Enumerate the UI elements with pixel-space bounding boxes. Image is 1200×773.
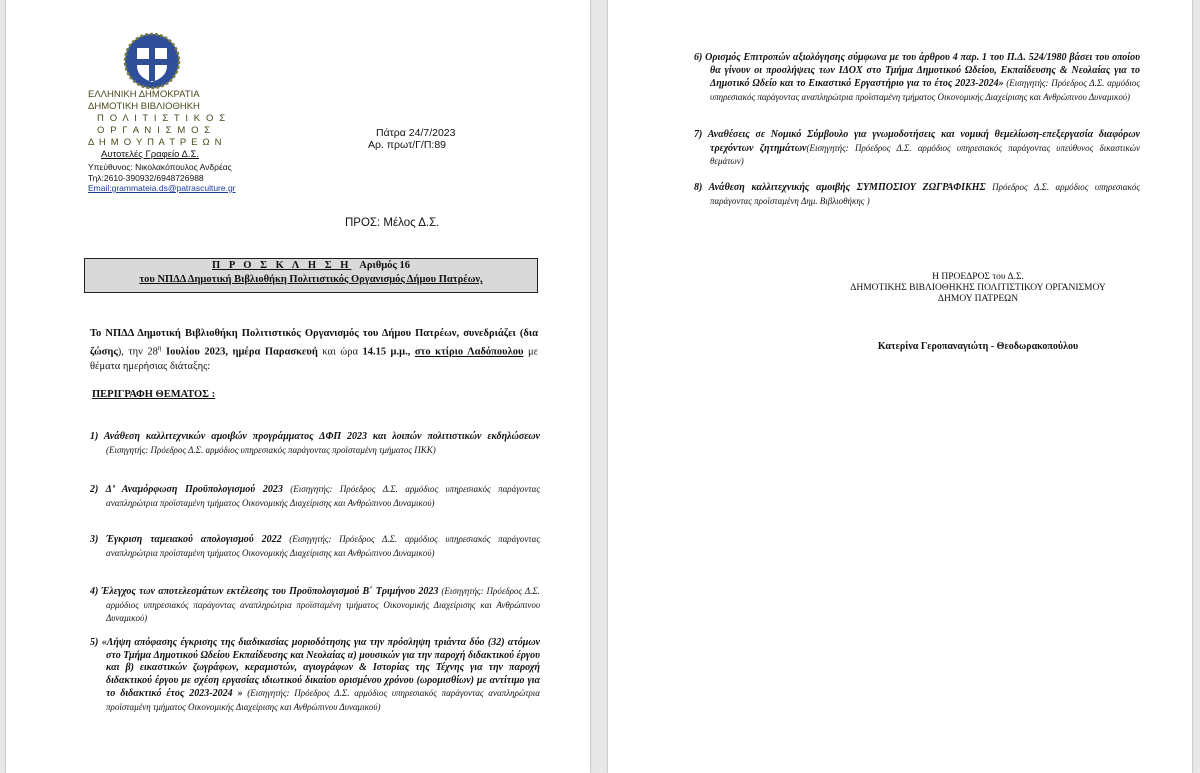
responsible-person: Υπεύθυνος: Νικολακόπουλος Ανδρέας [88,162,232,172]
invitation-title-box [84,258,538,293]
intro-text: και ώρα [317,346,363,358]
org-line: Ο Ρ Γ Α Ν Ι Σ Μ Ο Σ [97,125,212,136]
contact-block [88,162,236,194]
agenda-item-rapporteur: (Εισηγητής: Πρόεδρος Δ.Σ. αρμόδιος υπηρεσιακός παράγοντας αναπληρώτρια προϊσταμένη τμήματος Οικονομικής Διαχείρισης και Ανθρώπινου Δυναμικού) [106,586,541,623]
recipient: ΠΡΟΣ: Μέλος Δ.Σ. [345,217,440,229]
agenda-item-rapporteur: (Εισηγητής: Πρόεδρος Δ.Σ. αρμόδιος υπηρεσιακός παράγοντας προϊσταμένη τμήματος ΠΚΚ) [106,444,436,455]
agenda-item-rapporteur: (Εισηγητής: Πρόεδρος Δ.Σ. αρμόδιος υπηρεσιακός παράγοντας αναπληρώτρια προϊσταμένη τμήματος Οικονομικής Διαχείρισης και Ανθρώπινου Δυναμικού) [106,484,540,508]
agenda-item-title: 6) Ορισμός Επιτροπών αξιολόγησης σύμφωνα με του άρθρου 4 παρ. 1 του Π.Δ. 524/1980 βάσει του οποίου θα γίνουν οι προσλήψεις των ΙΔΟΧ στο Τμήμα Δημοτικού Ωδείου, Εκπαίδευσης & Νεολαίας για το Δημοτικό Ωδείο και το Εικαστικό Εργαστήριο για το έτος 2023-2024» [694,52,1140,89]
intro-date: Ιουλίου 2023, ημέρα Παρασκευή [161,346,318,358]
hellenic-emblem-icon [123,32,181,90]
org-line: ΕΛΛΗΝΙΚΗ ΔΗΜΟΚΡΑΤΙΑ [88,89,200,100]
invitation-number: Αριθμός 16 [359,260,410,271]
intro-time: 14.15 μ.μ., [362,346,411,358]
protocol-number: Αρ. πρωτ/Γ/Π:89 [368,139,447,151]
agenda-item [90,430,540,457]
agenda-item-rapporteur: (Εισηγητής: Πρόεδρος Δ.Σ. αρμόδιος υπηρεσιακός παράγοντας αναπληρώτρια προϊσταμένη τμήματος Οικονομικής Διαχείρισης και Ανθρώπινου Δυναμικού) [106,688,540,712]
invitation-subtitle: του ΝΠΔΔ Δημοτική Βιβλιοθήκη Πολιτιστικός Οργανισμός Δήμου Πατρέων, [139,274,483,285]
agenda-item-title: 2) Δ’ Αναμόρφωση Προϋπολογισμού 2023 [90,484,283,495]
signature-role: Η ΠΡΟΕΔΡΟΣ του Δ.Σ. [932,272,1024,282]
agenda-item-rapporteur: (Εισηγητής: Πρόεδρος Δ.Σ. αρμόδιος υπηρεσιακός παράγοντας αναπληρώτρια προϊσταμένη τμήματος Οικονομικής Διαχείρισης και Ανθρώπινου Δυναμικού) [710,78,1140,102]
invitation-title: Π Ρ Ο Σ Κ Λ Η Σ Η [212,260,352,271]
document-page-2 [608,0,1192,773]
agenda-item [90,637,540,714]
org-line: ΔΗΜΟΤΙΚΗ ΒΙΒΛΙΟΘΗΚΗ [88,101,200,112]
organization-block [88,89,227,161]
org-line: Δ Η Μ Ο Υ Π Α Τ Ρ Ε Ω Ν [88,137,223,148]
intro-paragraph [90,327,538,374]
agenda-item [90,585,540,626]
intro-text: με θέματα ημερήσιας διάταξης: [90,346,538,372]
intro-sup: η [157,344,162,352]
agenda-item-title: 4) Έλεγχος των αποτελεσμάτων εκτέλεσης του Προϋπολογισμού Β΄ Τριμήνου 2023 [90,586,439,597]
agenda-item [694,129,1140,169]
agenda-item-rapporteur: (Εισηγητής: Πρόεδρος Δ.Σ. αρμόδιος υπηρεσιακός παράγοντας υπεύθυνος δικαστικών θεμάτων) [710,142,1141,166]
intro-org: Το ΝΠΔΔ Δημοτική Βιβλιοθήκη Πολιτιστικός Οργανισμός του Δήμου Πατρέων, συνεδριάζει ( [90,328,524,339]
agenda-item [90,533,540,560]
agenda-item [90,483,540,510]
org-line: Π Ο Λ Ι Τ Ι Σ Τ Ι Κ Ο Σ [97,113,227,124]
signature-city: ΔΗΜΟΥ ΠΑΤΡΕΩΝ [937,294,1019,304]
agenda-item-title: 3) Έγκριση ταμειακού απολογισμού 2022 [90,534,282,545]
agenda-item-title: 1) Ανάθεση καλλιτεχνικών αμοιβών προγράμματος ΔΦΠ 2023 και λοιπών πολιτιστικών εκδηλώσεων [90,431,540,442]
agenda-item-title: 5) «Λήψη απόφασης έγκρισης της διαδικασίας μοριοδότησης για την πρόσληψη τριάντα δύο (32) ατόμων στο Τμήμα Δημοτικού Ωδείου Εκπαίδευσης και Νεολαίας α) μουσικών για την παροχή διδακτικού έργου και β) εικαστικών ζωγράφων, κεραμιστών, αγιογράφων & Ιστορίας της Τέχνης για την παροχή διδακτικού έργου με σχέση εργασίας ιδιωτικού δικαίου ορισμένου χρόνου (ωρομισθίων) με αντίτιμο για το διδακτικό έτος 2023-2024 » [90,637,540,699]
intro-place: στο κτίριο Λαδόπουλου [414,346,524,358]
phone-number: Τηλ:2610-390932/6948726988 [88,172,204,183]
intro-text: ), την 28 [117,346,158,358]
intro-mode: δια ζώσης [90,328,538,358]
agenda-item [694,52,1140,104]
date-protocol-block [368,127,455,151]
agenda-item [694,181,1140,208]
signature-name: Κατερίνα Γεροπαναγιώτη - Θεοδωρακοπούλου [877,341,1079,352]
signature-org: ΔΗΜΟΤΙΚΗΣ ΒΙΒΛΙΟΘΗΚΗΣ ΠΟΛΙΤΙΣΤΙΚΟΥ ΟΡΓΑΝΙΣΜΟΥ [850,283,1106,293]
place-date: Πάτρα 24/7/2023 [376,127,456,139]
agenda-item-rapporteur: (Εισηγητής: Πρόεδρος Δ.Σ. αρμόδιος υπηρεσιακός παράγοντας αναπληρώτρια προϊσταμένη τμήματος Οικονομικής Διαχείρισης και Ανθρώπινου Δυναμικού) [106,534,540,558]
agenda-item-rapporteur: Πρόεδρος Δ.Σ. αρμόδιος υπηρεσιακός παράγοντας προϊσταμένη Δημ. Βιβλιοθήκης ) [710,182,1140,206]
signature-block [788,272,1168,305]
document-page-1 [6,0,590,773]
description-heading: ΠΕΡΙΓΡΑΦΗ ΘΕΜΑΤΟΣ : [92,389,216,400]
agenda-item-title: 8) Ανάθεση καλλιτεχνικής αμοιβής ΣΥΜΠΟΣΙΟΥ ΖΩΓΡΑΦΙΚΗΣ [694,182,986,193]
agenda-item-title: 7) Αναθέσεις σε Νομικό Σύμβουλο για γνωμοδοτήσεις και νομική θεμελίωση-επεξεργασία διαφόρων τρεχόντων ζητημάτων [694,129,1140,154]
email-link[interactable]: Email:grammateia.ds@patrasculture.gr [88,183,236,193]
office-label: Αυτοτελές Γραφείο Δ.Σ. [101,149,200,160]
